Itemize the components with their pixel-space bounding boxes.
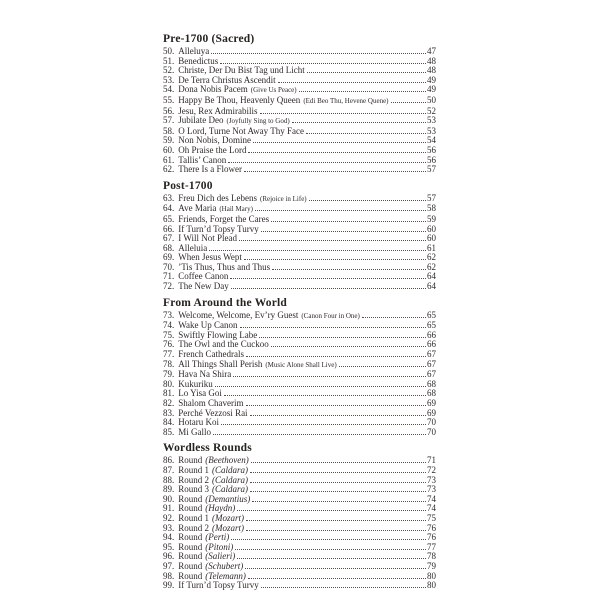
entry-title: When Jesus Wept xyxy=(178,252,242,263)
entry-title: O Lord, Turne Not Away Thy Face xyxy=(178,125,304,136)
dot-leader xyxy=(213,434,426,435)
section-entries xyxy=(163,47,436,175)
entry-number: 57. xyxy=(163,115,175,126)
entry-title: There Is a Flower xyxy=(178,164,242,175)
entry-number: 89. xyxy=(163,484,175,495)
entry-title: Friends, Forget the Cares xyxy=(178,213,270,224)
entry-number: 85. xyxy=(163,426,175,437)
entry-page-number: 49 xyxy=(427,74,436,85)
entry-title: Perché Vezzosi Rai xyxy=(178,407,248,418)
entry-composer: (Telemann) xyxy=(205,570,246,581)
entry-subtitle: (Hail Mary) xyxy=(219,205,253,214)
entry-title: Lo Yisa Goi xyxy=(178,388,222,399)
dot-leader xyxy=(251,462,426,463)
entry-title: Round xyxy=(178,551,203,562)
dot-leader xyxy=(278,82,426,83)
entry-page-number: 76 xyxy=(427,522,436,533)
dot-leader xyxy=(271,221,426,222)
entry-title: Jesu, Rex Admirabilis xyxy=(178,105,258,116)
dot-leader xyxy=(306,133,426,134)
dot-leader xyxy=(246,520,426,521)
entry-page-number: 68 xyxy=(427,388,436,399)
dot-leader xyxy=(231,288,426,289)
entry-number: 88. xyxy=(163,474,175,485)
dot-leader xyxy=(271,346,426,347)
entry-number: 97. xyxy=(163,560,175,571)
entry-page-number: 69 xyxy=(427,398,436,408)
toc-section xyxy=(163,180,436,292)
entry-number: 52. xyxy=(163,65,175,76)
section-entries xyxy=(163,456,436,590)
entry-page-number: 71 xyxy=(427,455,436,466)
dot-leader xyxy=(261,587,426,588)
entry-subtitle: (Rejoice in Life) xyxy=(259,194,307,203)
toc-entry xyxy=(163,282,436,292)
entry-title: Round xyxy=(178,541,203,552)
entry-title: Oh Praise the Lord xyxy=(178,144,247,155)
entry-number: 79. xyxy=(163,369,175,380)
entry-page-number: 80 xyxy=(427,580,436,591)
dot-leader xyxy=(292,122,426,123)
entry-number: 84. xyxy=(163,417,175,428)
dot-leader xyxy=(237,510,426,511)
entry-number: 91. xyxy=(163,503,175,514)
dot-leader xyxy=(250,472,426,473)
dot-leader xyxy=(250,491,426,492)
entry-page-number: 78 xyxy=(427,551,436,562)
entry-page-number: 76 xyxy=(427,532,436,543)
entry-number: 92. xyxy=(163,512,175,523)
entry-number: 67. xyxy=(163,233,175,244)
entry-title: Kukuriku xyxy=(178,378,213,389)
dot-leader xyxy=(215,386,426,387)
section-entries xyxy=(163,311,436,438)
entry-page-number: 50 xyxy=(427,94,436,105)
entry-page-number: 65 xyxy=(427,320,436,331)
entry-number: 82. xyxy=(163,398,175,408)
entry-number: 99. xyxy=(163,580,175,591)
entry-number: 60. xyxy=(163,144,175,155)
entry-number: 62. xyxy=(163,164,175,175)
entry-page-number: 74 xyxy=(427,503,436,514)
toc-entry xyxy=(163,543,436,553)
entry-title: Dona Nobis Pacem xyxy=(178,84,248,95)
entry-title: Hava Na Shira xyxy=(178,369,232,380)
entry-subtitle: (Edi Beo Thu, Hevene Quene) xyxy=(303,96,389,105)
dot-leader xyxy=(253,142,426,143)
dot-leader xyxy=(224,395,426,396)
entry-page-number: 69 xyxy=(427,407,436,418)
entry-page-number: 68 xyxy=(427,378,436,389)
entry-page-number: 67 xyxy=(427,358,436,369)
entry-title: Round xyxy=(178,560,203,571)
entry-number: 65. xyxy=(163,213,175,224)
dot-leader xyxy=(246,356,426,357)
section-heading: Post-1700 xyxy=(163,179,213,192)
entry-title: Happy Be Thou, Heavenly Queen xyxy=(178,94,301,105)
entry-number: 75. xyxy=(163,329,175,340)
entry-title: Round 3 xyxy=(178,484,210,495)
dot-leader xyxy=(248,578,426,579)
entry-page-number: 72 xyxy=(427,464,436,475)
entry-number: 83. xyxy=(163,407,175,418)
entry-composer: (Mozart) xyxy=(212,512,245,523)
entry-page-number: 64 xyxy=(427,281,436,292)
entry-title: Tallis’ Canon xyxy=(178,154,227,165)
dot-leader xyxy=(252,501,426,502)
entry-number: 66. xyxy=(163,223,175,234)
entry-title: Benedictus xyxy=(178,55,219,66)
dot-leader xyxy=(246,530,426,531)
entry-number: 74. xyxy=(163,320,175,331)
entry-number: 78. xyxy=(163,358,175,369)
entry-number: 81. xyxy=(163,388,175,399)
entry-title: Round xyxy=(178,503,203,514)
entry-composer: (Demantius) xyxy=(205,493,251,504)
dot-leader xyxy=(246,405,427,406)
dot-leader xyxy=(231,539,426,540)
section-heading: Wordless Rounds xyxy=(163,442,252,455)
toc-entry xyxy=(163,165,436,175)
entry-title: Shalom Chaverim xyxy=(178,398,244,408)
entry-title: Ave Maria xyxy=(178,203,217,214)
entry-page-number: 66 xyxy=(427,339,436,350)
entry-page-number: 61 xyxy=(427,242,436,253)
entry-number: 51. xyxy=(163,55,175,66)
entry-page-number: 60 xyxy=(427,233,436,244)
entry-number: 98. xyxy=(163,570,175,581)
entry-page-number: 66 xyxy=(427,329,436,340)
dot-leader xyxy=(272,269,426,270)
entry-title: Swiftly Flowing Labe xyxy=(178,329,258,340)
entry-page-number: 56 xyxy=(427,144,436,155)
entry-title: Welcome, Welcome, Ev’ry Guest xyxy=(178,309,299,320)
toc-entry xyxy=(163,485,436,495)
dot-leader xyxy=(237,558,426,559)
entry-title: ’Tis Thus, Thus and Thus xyxy=(178,261,271,272)
entry-composer: (Perti) xyxy=(205,532,230,543)
dot-leader xyxy=(220,63,426,64)
entry-composer: (Caldara) xyxy=(212,474,249,485)
table-of-contents xyxy=(163,33,436,591)
entry-number: 56. xyxy=(163,105,175,116)
entry-composer: (Caldara) xyxy=(212,484,249,495)
entry-subtitle: (Music Alone Shall Live) xyxy=(265,360,337,369)
entry-subtitle: (Canon Four in One) xyxy=(301,311,360,320)
entry-page-number: 67 xyxy=(427,349,436,360)
dot-leader xyxy=(209,250,426,251)
entry-subtitle: (Joyfully Sing to God) xyxy=(226,117,290,126)
entry-page-number: 52 xyxy=(427,105,436,116)
entry-subtitle: (Give Us Peace) xyxy=(250,86,297,95)
entry-title: De Terra Christus Ascendit xyxy=(178,74,276,85)
toc-section xyxy=(163,297,436,438)
entry-number: 63. xyxy=(163,192,175,203)
entry-composer: (Haydn) xyxy=(205,503,236,514)
entry-page-number: 56 xyxy=(427,154,436,165)
dot-leader xyxy=(228,162,426,163)
entry-title: Round 1 xyxy=(178,464,210,475)
entry-title: Alleluia xyxy=(178,242,208,253)
dot-leader xyxy=(309,200,426,201)
dot-leader xyxy=(244,259,426,260)
entry-page-number: 65 xyxy=(427,309,436,320)
entry-number: 59. xyxy=(163,135,175,146)
dot-leader xyxy=(339,366,426,367)
toc-section xyxy=(163,33,436,175)
entry-title: Hotaru Koi xyxy=(178,417,219,428)
entry-page-number: 47 xyxy=(427,46,436,56)
entry-page-number: 60 xyxy=(427,223,436,234)
entry-page-number: 53 xyxy=(427,115,436,126)
dot-leader xyxy=(299,91,426,92)
entry-number: 70. xyxy=(163,261,175,272)
dot-leader xyxy=(248,152,426,153)
entry-title: If Turn’d Topsy Turvy xyxy=(178,580,259,591)
entry-composer: (Pitoni) xyxy=(205,541,234,552)
dot-leader xyxy=(211,53,426,54)
entry-page-number: 58 xyxy=(427,203,436,214)
entry-number: 72. xyxy=(163,281,175,292)
entry-title: All Things Shall Perish xyxy=(178,358,263,369)
dot-leader xyxy=(250,415,426,416)
entry-number: 95. xyxy=(163,541,175,552)
entry-title: French Cathedrals xyxy=(178,349,244,360)
entry-title: Round xyxy=(178,532,203,543)
toc-entry xyxy=(163,524,436,534)
dot-leader xyxy=(221,424,426,425)
entry-title: Round 1 xyxy=(178,512,210,523)
entry-number: 68. xyxy=(163,242,175,253)
entry-number: 96. xyxy=(163,551,175,562)
dot-leader xyxy=(307,72,426,73)
entry-title: Round xyxy=(178,455,203,466)
dot-leader xyxy=(391,102,426,103)
entry-number: 80. xyxy=(163,378,175,389)
entry-page-number: 74 xyxy=(427,493,436,504)
section-heading: From Around the World xyxy=(163,296,288,309)
entry-title: I Will Not Plead xyxy=(178,233,237,244)
entry-number: 61. xyxy=(163,154,175,165)
entry-page-number: 79 xyxy=(427,560,436,571)
section-entries xyxy=(163,194,436,292)
entry-number: 73. xyxy=(163,309,175,320)
entry-page-number: 80 xyxy=(427,570,436,581)
entry-page-number: 67 xyxy=(427,369,436,380)
entry-number: 50. xyxy=(163,46,175,56)
entry-composer: (Salieri) xyxy=(205,551,236,562)
entry-number: 55. xyxy=(163,94,175,105)
dot-leader xyxy=(233,376,426,377)
dot-leader xyxy=(240,327,426,328)
entry-composer: (Caldara) xyxy=(212,464,249,475)
dot-leader xyxy=(245,568,426,569)
entry-title: Mi Gallo xyxy=(178,426,211,437)
entry-title: Freu Dich des Lebens xyxy=(178,192,257,203)
dot-leader xyxy=(261,231,426,232)
entry-page-number: 57 xyxy=(427,192,436,203)
entry-number: 58. xyxy=(163,125,175,136)
entry-page-number: 53 xyxy=(427,125,436,136)
entry-page-number: 73 xyxy=(427,474,436,485)
entry-page-number: 48 xyxy=(427,65,436,76)
toc-section xyxy=(163,442,436,590)
entry-page-number: 77 xyxy=(427,541,436,552)
section-heading: Pre-1700 (Sacred) xyxy=(163,33,255,45)
entry-page-number: 57 xyxy=(427,164,436,175)
toc-entry xyxy=(163,581,436,591)
dot-leader xyxy=(244,171,426,172)
entry-page-number: 64 xyxy=(427,271,436,282)
dot-leader xyxy=(362,317,426,318)
entry-number: 54. xyxy=(163,84,175,95)
entry-title: Christe, Der Du Bist Tag und Licht xyxy=(178,65,305,76)
dot-leader xyxy=(250,482,426,483)
dot-leader xyxy=(230,278,426,279)
entry-number: 93. xyxy=(163,522,175,533)
toc-entry xyxy=(163,533,436,543)
dot-leader xyxy=(235,549,426,550)
entry-title: Round 2 xyxy=(178,474,210,485)
entry-title: The Owl and the Cuckoo xyxy=(178,339,269,350)
toc-entry xyxy=(163,96,436,107)
entry-composer: (Beethoven) xyxy=(205,455,249,466)
entry-number: 94. xyxy=(163,532,175,543)
entry-title: Non Nobis, Domine xyxy=(178,135,251,146)
entry-number: 64. xyxy=(163,203,175,214)
dot-leader xyxy=(255,210,426,211)
entry-page-number: 75 xyxy=(427,512,436,523)
entry-page-number: 62 xyxy=(427,261,436,272)
entry-title: If Turn’d Topsy Turvy xyxy=(178,223,259,234)
toc-entry xyxy=(163,495,436,505)
entry-title: Jubilate Deo xyxy=(178,115,224,126)
entry-title: Wake Up Canon xyxy=(178,320,238,331)
entry-page-number: 48 xyxy=(427,55,436,66)
entry-number: 53. xyxy=(163,74,175,85)
entry-page-number: 70 xyxy=(427,417,436,428)
toc-entry xyxy=(163,428,436,438)
toc-entry xyxy=(163,552,436,562)
entry-number: 77. xyxy=(163,349,175,360)
entry-number: 86. xyxy=(163,455,175,466)
entry-page-number: 54 xyxy=(427,135,436,146)
entry-number: 76. xyxy=(163,339,175,350)
entry-number: 69. xyxy=(163,252,175,263)
entry-page-number: 49 xyxy=(427,84,436,95)
dot-leader xyxy=(259,337,426,338)
dot-leader xyxy=(260,113,427,114)
entry-title: Round 2 xyxy=(178,522,210,533)
entry-title: Alleluya xyxy=(178,46,210,56)
entry-page-number: 59 xyxy=(427,213,436,224)
entry-number: 90. xyxy=(163,493,175,504)
entry-title: Round xyxy=(178,493,203,504)
entry-title: The New Day xyxy=(178,281,229,292)
toc-entry xyxy=(163,562,436,572)
entry-page-number: 62 xyxy=(427,252,436,263)
entry-composer: (Mozart) xyxy=(212,522,245,533)
entry-number: 71. xyxy=(163,271,175,282)
entry-page-number: 70 xyxy=(427,426,436,437)
entry-page-number: 73 xyxy=(427,484,436,495)
entry-number: 87. xyxy=(163,464,175,475)
dot-leader xyxy=(239,240,426,241)
entry-title: Round xyxy=(178,570,203,581)
entry-composer: (Schubert) xyxy=(205,560,244,571)
entry-title: Coffee Canon xyxy=(178,271,229,282)
